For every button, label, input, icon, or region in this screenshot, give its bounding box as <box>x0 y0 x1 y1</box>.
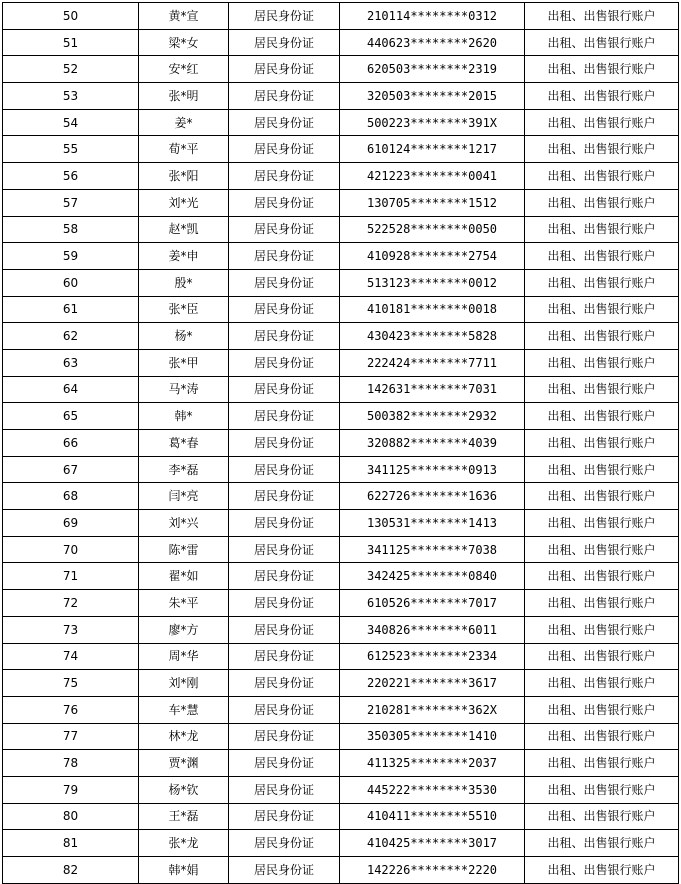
table-row <box>3 670 679 697</box>
row-number-cell: 77 <box>3 723 139 750</box>
table-row <box>3 3 679 30</box>
row-number-cell: 82 <box>3 857 139 884</box>
id-type-cell: 居民身份证 <box>229 750 340 777</box>
table-row <box>3 830 679 857</box>
id-number-cell: 440623********2620 <box>340 29 525 56</box>
id-type-cell: 居民身份证 <box>229 56 340 83</box>
behavior-cell: 出租、出售银行账户 <box>525 163 679 190</box>
person-name-cell: 梁*女 <box>139 29 229 56</box>
row-number-cell: 62 <box>3 323 139 350</box>
person-name-cell: 黄*宣 <box>139 3 229 30</box>
person-name-cell: 姜* <box>139 109 229 136</box>
person-name-cell: 殷* <box>139 269 229 296</box>
person-name-cell: 贾*渊 <box>139 750 229 777</box>
id-type-cell: 居民身份证 <box>229 536 340 563</box>
person-name-cell: 张*甲 <box>139 349 229 376</box>
person-name-cell: 廖*方 <box>139 616 229 643</box>
row-number-cell: 68 <box>3 483 139 510</box>
id-number-cell: 210114********0312 <box>340 3 525 30</box>
id-type-cell: 居民身份证 <box>229 616 340 643</box>
person-name-cell: 赵*凯 <box>139 216 229 243</box>
behavior-cell: 出租、出售银行账户 <box>525 216 679 243</box>
table-row <box>3 723 679 750</box>
behavior-cell: 出租、出售银行账户 <box>525 29 679 56</box>
table-row <box>3 456 679 483</box>
id-type-cell: 居民身份证 <box>229 430 340 457</box>
person-name-cell: 刘*刚 <box>139 670 229 697</box>
table-row <box>3 349 679 376</box>
row-number-cell: 52 <box>3 56 139 83</box>
behavior-cell: 出租、出售银行账户 <box>525 803 679 830</box>
id-type-cell: 居民身份证 <box>229 830 340 857</box>
table-row <box>3 696 679 723</box>
id-type-cell: 居民身份证 <box>229 483 340 510</box>
behavior-cell: 出租、出售银行账户 <box>525 109 679 136</box>
table-row <box>3 510 679 537</box>
behavior-cell: 出租、出售银行账户 <box>525 136 679 163</box>
id-number-cell: 320882********4039 <box>340 430 525 457</box>
table-row <box>3 83 679 110</box>
row-number-cell: 80 <box>3 803 139 830</box>
id-type-cell: 居民身份证 <box>229 563 340 590</box>
id-type-cell: 居民身份证 <box>229 590 340 617</box>
id-number-cell: 340826********6011 <box>340 616 525 643</box>
table-row <box>3 803 679 830</box>
table-row <box>3 189 679 216</box>
id-type-cell: 居民身份证 <box>229 723 340 750</box>
row-number-cell: 72 <box>3 590 139 617</box>
behavior-cell: 出租、出售银行账户 <box>525 830 679 857</box>
id-number-cell: 500223********391X <box>340 109 525 136</box>
id-type-cell: 居民身份证 <box>229 643 340 670</box>
row-number-cell: 67 <box>3 456 139 483</box>
person-name-cell: 姜*申 <box>139 243 229 270</box>
id-number-cell: 610526********7017 <box>340 590 525 617</box>
id-type-cell: 居民身份证 <box>229 403 340 430</box>
table-row <box>3 616 679 643</box>
id-number-cell: 222424********7711 <box>340 349 525 376</box>
id-number-cell: 410181********0018 <box>340 296 525 323</box>
table-row <box>3 376 679 403</box>
table-row <box>3 29 679 56</box>
row-number-cell: 76 <box>3 696 139 723</box>
behavior-cell: 出租、出售银行账户 <box>525 670 679 697</box>
row-number-cell: 51 <box>3 29 139 56</box>
table-row <box>3 643 679 670</box>
person-name-cell: 葛*春 <box>139 430 229 457</box>
table-row <box>3 243 679 270</box>
person-name-cell: 韩* <box>139 403 229 430</box>
id-type-cell: 居民身份证 <box>229 296 340 323</box>
id-type-cell: 居民身份证 <box>229 803 340 830</box>
table-row <box>3 430 679 457</box>
person-name-cell: 杨* <box>139 323 229 350</box>
person-name-cell: 刘*兴 <box>139 510 229 537</box>
behavior-cell: 出租、出售银行账户 <box>525 243 679 270</box>
person-name-cell: 王*磊 <box>139 803 229 830</box>
row-number-cell: 65 <box>3 403 139 430</box>
id-number-cell: 411325********2037 <box>340 750 525 777</box>
id-number-cell: 445222********3530 <box>340 776 525 803</box>
records-table <box>2 2 679 884</box>
id-type-cell: 居民身份证 <box>229 349 340 376</box>
person-name-cell: 张*龙 <box>139 830 229 857</box>
table-row <box>3 163 679 190</box>
row-number-cell: 58 <box>3 216 139 243</box>
id-type-cell: 居民身份证 <box>229 670 340 697</box>
row-number-cell: 55 <box>3 136 139 163</box>
id-number-cell: 513123********0012 <box>340 269 525 296</box>
behavior-cell: 出租、出售银行账户 <box>525 483 679 510</box>
id-type-cell: 居民身份证 <box>229 776 340 803</box>
row-number-cell: 70 <box>3 536 139 563</box>
person-name-cell: 刘*光 <box>139 189 229 216</box>
behavior-cell: 出租、出售银行账户 <box>525 349 679 376</box>
behavior-cell: 出租、出售银行账户 <box>525 857 679 884</box>
person-name-cell: 荀*平 <box>139 136 229 163</box>
row-number-cell: 56 <box>3 163 139 190</box>
row-number-cell: 59 <box>3 243 139 270</box>
behavior-cell: 出租、出售银行账户 <box>525 189 679 216</box>
id-number-cell: 430423********5828 <box>340 323 525 350</box>
id-number-cell: 622726********1636 <box>340 483 525 510</box>
table-row <box>3 136 679 163</box>
id-number-cell: 410425********3017 <box>340 830 525 857</box>
id-type-cell: 居民身份证 <box>229 323 340 350</box>
id-number-cell: 410928********2754 <box>340 243 525 270</box>
behavior-cell: 出租、出售银行账户 <box>525 430 679 457</box>
person-name-cell: 张*明 <box>139 83 229 110</box>
records-table-body <box>3 3 679 884</box>
person-name-cell: 闫*亮 <box>139 483 229 510</box>
table-row <box>3 536 679 563</box>
id-number-cell: 341125********0913 <box>340 456 525 483</box>
behavior-cell: 出租、出售银行账户 <box>525 323 679 350</box>
id-type-cell: 居民身份证 <box>229 29 340 56</box>
table-row <box>3 296 679 323</box>
person-name-cell: 周*华 <box>139 643 229 670</box>
behavior-cell: 出租、出售银行账户 <box>525 750 679 777</box>
person-name-cell: 韩*娟 <box>139 857 229 884</box>
person-name-cell: 车*慧 <box>139 696 229 723</box>
table-row <box>3 109 679 136</box>
behavior-cell: 出租、出售银行账户 <box>525 723 679 750</box>
table-row <box>3 857 679 884</box>
id-number-cell: 130531********1413 <box>340 510 525 537</box>
id-number-cell: 142226********2220 <box>340 857 525 884</box>
row-number-cell: 64 <box>3 376 139 403</box>
row-number-cell: 73 <box>3 616 139 643</box>
id-number-cell: 522528********0050 <box>340 216 525 243</box>
id-type-cell: 居民身份证 <box>229 163 340 190</box>
id-type-cell: 居民身份证 <box>229 83 340 110</box>
id-number-cell: 500382********2932 <box>340 403 525 430</box>
id-number-cell: 210281********362X <box>340 696 525 723</box>
id-number-cell: 612523********2334 <box>340 643 525 670</box>
row-number-cell: 74 <box>3 643 139 670</box>
row-number-cell: 78 <box>3 750 139 777</box>
table-row <box>3 323 679 350</box>
person-name-cell: 张*阳 <box>139 163 229 190</box>
table-row <box>3 563 679 590</box>
row-number-cell: 54 <box>3 109 139 136</box>
table-row <box>3 590 679 617</box>
row-number-cell: 50 <box>3 3 139 30</box>
id-number-cell: 342425********0840 <box>340 563 525 590</box>
table-row <box>3 776 679 803</box>
id-type-cell: 居民身份证 <box>229 189 340 216</box>
behavior-cell: 出租、出售银行账户 <box>525 269 679 296</box>
behavior-cell: 出租、出售银行账户 <box>525 403 679 430</box>
id-type-cell: 居民身份证 <box>229 376 340 403</box>
behavior-cell: 出租、出售银行账户 <box>525 83 679 110</box>
person-name-cell: 杨*钦 <box>139 776 229 803</box>
id-number-cell: 410411********5510 <box>340 803 525 830</box>
row-number-cell: 61 <box>3 296 139 323</box>
id-number-cell: 341125********7038 <box>340 536 525 563</box>
row-number-cell: 75 <box>3 670 139 697</box>
row-number-cell: 81 <box>3 830 139 857</box>
id-type-cell: 居民身份证 <box>229 136 340 163</box>
behavior-cell: 出租、出售银行账户 <box>525 456 679 483</box>
id-number-cell: 610124********1217 <box>340 136 525 163</box>
behavior-cell: 出租、出售银行账户 <box>525 643 679 670</box>
person-name-cell: 马*涛 <box>139 376 229 403</box>
person-name-cell: 翟*如 <box>139 563 229 590</box>
row-number-cell: 60 <box>3 269 139 296</box>
behavior-cell: 出租、出售银行账户 <box>525 590 679 617</box>
person-name-cell: 林*龙 <box>139 723 229 750</box>
id-number-cell: 142631********7031 <box>340 376 525 403</box>
behavior-cell: 出租、出售银行账户 <box>525 776 679 803</box>
table-row <box>3 750 679 777</box>
id-type-cell: 居民身份证 <box>229 510 340 537</box>
behavior-cell: 出租、出售银行账户 <box>525 376 679 403</box>
person-name-cell: 陈*雷 <box>139 536 229 563</box>
row-number-cell: 71 <box>3 563 139 590</box>
id-number-cell: 130705********1512 <box>340 189 525 216</box>
id-number-cell: 350305********1410 <box>340 723 525 750</box>
id-type-cell: 居民身份证 <box>229 216 340 243</box>
id-number-cell: 421223********0041 <box>340 163 525 190</box>
behavior-cell: 出租、出售银行账户 <box>525 296 679 323</box>
behavior-cell: 出租、出售银行账户 <box>525 616 679 643</box>
id-type-cell: 居民身份证 <box>229 857 340 884</box>
row-number-cell: 79 <box>3 776 139 803</box>
id-number-cell: 620503********2319 <box>340 56 525 83</box>
row-number-cell: 69 <box>3 510 139 537</box>
id-type-cell: 居民身份证 <box>229 696 340 723</box>
row-number-cell: 53 <box>3 83 139 110</box>
id-type-cell: 居民身份证 <box>229 269 340 296</box>
person-name-cell: 朱*平 <box>139 590 229 617</box>
person-name-cell: 张*臣 <box>139 296 229 323</box>
table-row <box>3 403 679 430</box>
row-number-cell: 63 <box>3 349 139 376</box>
id-number-cell: 320503********2015 <box>340 83 525 110</box>
id-type-cell: 居民身份证 <box>229 456 340 483</box>
table-row <box>3 269 679 296</box>
id-type-cell: 居民身份证 <box>229 243 340 270</box>
id-type-cell: 居民身份证 <box>229 109 340 136</box>
behavior-cell: 出租、出售银行账户 <box>525 696 679 723</box>
person-name-cell: 李*磊 <box>139 456 229 483</box>
id-number-cell: 220221********3617 <box>340 670 525 697</box>
behavior-cell: 出租、出售银行账户 <box>525 563 679 590</box>
table-row <box>3 56 679 83</box>
behavior-cell: 出租、出售银行账户 <box>525 536 679 563</box>
behavior-cell: 出租、出售银行账户 <box>525 3 679 30</box>
behavior-cell: 出租、出售银行账户 <box>525 56 679 83</box>
row-number-cell: 66 <box>3 430 139 457</box>
person-name-cell: 安*红 <box>139 56 229 83</box>
table-row <box>3 483 679 510</box>
row-number-cell: 57 <box>3 189 139 216</box>
id-type-cell: 居民身份证 <box>229 3 340 30</box>
table-row <box>3 216 679 243</box>
behavior-cell: 出租、出售银行账户 <box>525 510 679 537</box>
